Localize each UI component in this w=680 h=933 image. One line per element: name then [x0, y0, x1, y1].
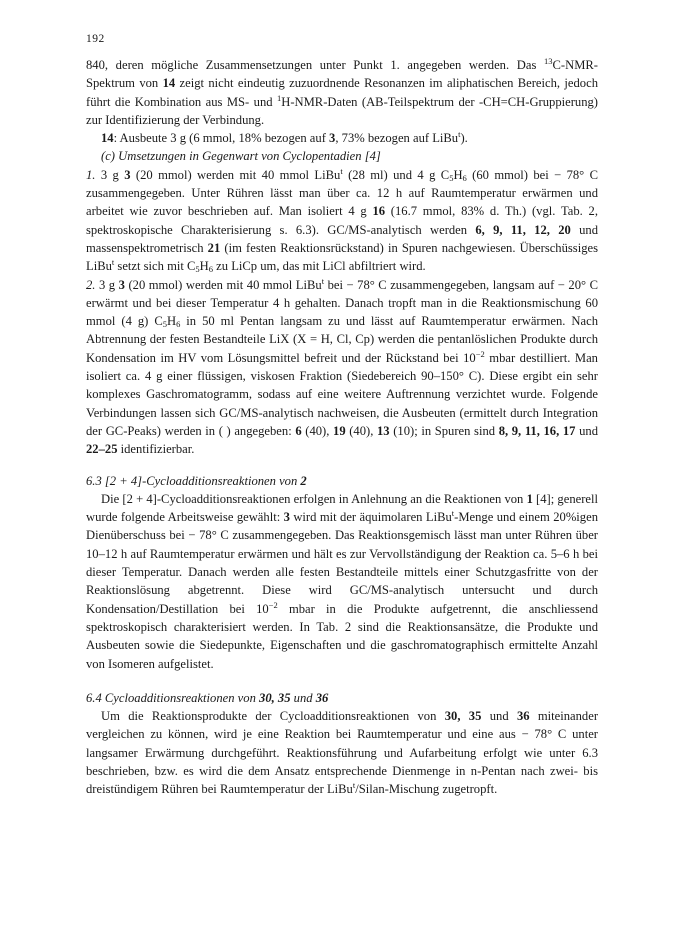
page-body — [86, 56, 598, 799]
subheading-cyclopentadiene: (c) Umsetzungen in Gegenwart von Cyclopentadien [4] — [101, 149, 381, 164]
paragraph-nmr-intro: 840, deren mögliche Zusammensetzungen unter Punkt 1. angegeben werden. Das $^{13}$C-NMR-Spektrum von 14 zeigt nicht eindeutig zuzuordnende Resonanzen im aliphatischen Bereich, jedoch führt die Kombination aus MS- und $^1$H-NMR-Daten (AB-Teilspektrum der -CH=CH-Gruppierung) zur Identifizierung der Verbindung. — [86, 56, 599, 127]
paragraph-procedure-1: 1. 3 g 3 (20 mmol) werden mit 40 mmol LiBu$^t$ (28 ml) und 4 g $C_5H_6$ (60 mmol) bei − 78° C zusammengegeben. Unter Rühren lässt man über ca. 12 h auf Raumtemperatur erwärmen und arbeitet wie zuvor beschrieben auf. Man isoliert 4 g 16 (16.7 mmol, 83% d. Th.) (vgl. Tab. 2, spektroskopische Charakterisierung s. 6.3). GC/MS-analytisch werden 6, 9, 11, 12, 20 und massenspektrometrisch 21 (im festen Reaktionsrückstand) in Spuren nachgewiesen. Überschüssiges LiBu$^t$ setzt sich mit $C_5H_6$ zu LiCp um, das mit LiCl abfiltriert wird. — [86, 165, 599, 275]
paragraph-cycloaddition-comparison: Um die Reaktionsprodukte der Cycloadditionsreaktionen von 30, 35 und 36 miteinander vergleichen zu können, wird je eine Reaktion bei Raumtemperatur und eine aus − 78° C unter langsamer Erwärmung durchgeführt. Reaktionsführung und Aufarbeitung erfolgt wie unter 6.3 beschrieben, bzw. es wird die dem Ansatz entsprechende Dienmenge in n-Pentan nach zwei- bis dreistündigem Rühren bei Raumtemperatur der LiBu$^t$/Silan-Mischung zugetropft. — [86, 709, 599, 797]
paragraph-procedure-2: 2. 3 g 3 (20 mmol) werden mit 40 mmol LiBu$^t$ bei − 78° C zusammengegeben, langsam auf − 20° C erwärmt und bei dieser Temperatur 4 h gehalten. Danach tropft man in die Reaktionsmischung 60 mmol (4 g) $C_5H_6$ in 50 ml Pentan langsam zu und lässt auf Raumtemperatur erwärmen. Nach Abtrennung der festen Bestandteile LiX (X = H, Cl, Cp) werden die pentanlöslichen Produkte durch Kondensation im HV vom Lösungsmittel befreit und der Rückstand bei $10^{-2}$ mbar destilliert. Man isoliert ca. 4 g einer flüssigen, viskosen Fraktion (Siedebereich 90–150° C). Diese ergibt ein sehr komplexes Gaschromatogramm, sodass auf eine weitere Auftrennung verzichtet wurde. Folgende Verbindungen lassen sich GC/MS-analytisch nachweisen, die Ausbeuten (ermittelt durch Integration der GC-Peaks) werden in ( ) angegeben: 6 (40), 19 (40), 13 (10); in Spuren sind 8, 9, 11, 16, 17 und 22–25 identifizierbar. — [86, 275, 598, 457]
paragraph-yield-14: 14: Ausbeute 3 g (6 mmol, 18% bezogen auf 3, 73% bezogen auf LiBu$^t$). — [101, 129, 468, 146]
paragraph-cycloaddition-method: Die [2 + 4]-Cycloadditionsreaktionen erfolgen in Anlehnung an die Reaktionen von 1 [4]; generell wurde folgende Arbeitsweise gewählt: 3 wird mit der äquimolaren LiBu$^t$-Menge und einem 20%igen Dienüberschuss bei − 78° C zusammengegeben. Das Reaktionsgemisch lässt man unter Rühren über 10–12 h auf Raumtemperatur erwärmen und hält es zur Vervollständigung der Reaktion ca. 5–6 h bei dieser Temperatur. Danach werden alle festen Bestandteile mittels einer Schutzgasfritte von der Reaktionslösung abgetrennt. Diese wird GC/MS-analytisch untersucht und durch Kondensation/Destillation bei $10^{-2}$ mbar in die Produkte aufgetrennt, die anschliessend spektroskopisch charakterisiert werden. In Tab. 2 sind die Reaktionsansätze, die Produkte und Ausbeuten sowie die Siedepunkte, Eigenschaften und die gaschromatographisch ermittelte Anzahl von Isomeren aufgelistet. — [86, 491, 598, 671]
section-heading-6-4: 6.4 Cycloadditionsreaktionen von 30, 35 und 36 — [86, 690, 329, 705]
section-heading-6-3: 6.3 [2 + 4]-Cycloadditionsreaktionen von 2 — [86, 473, 307, 488]
page-number: 192 — [86, 33, 105, 45]
